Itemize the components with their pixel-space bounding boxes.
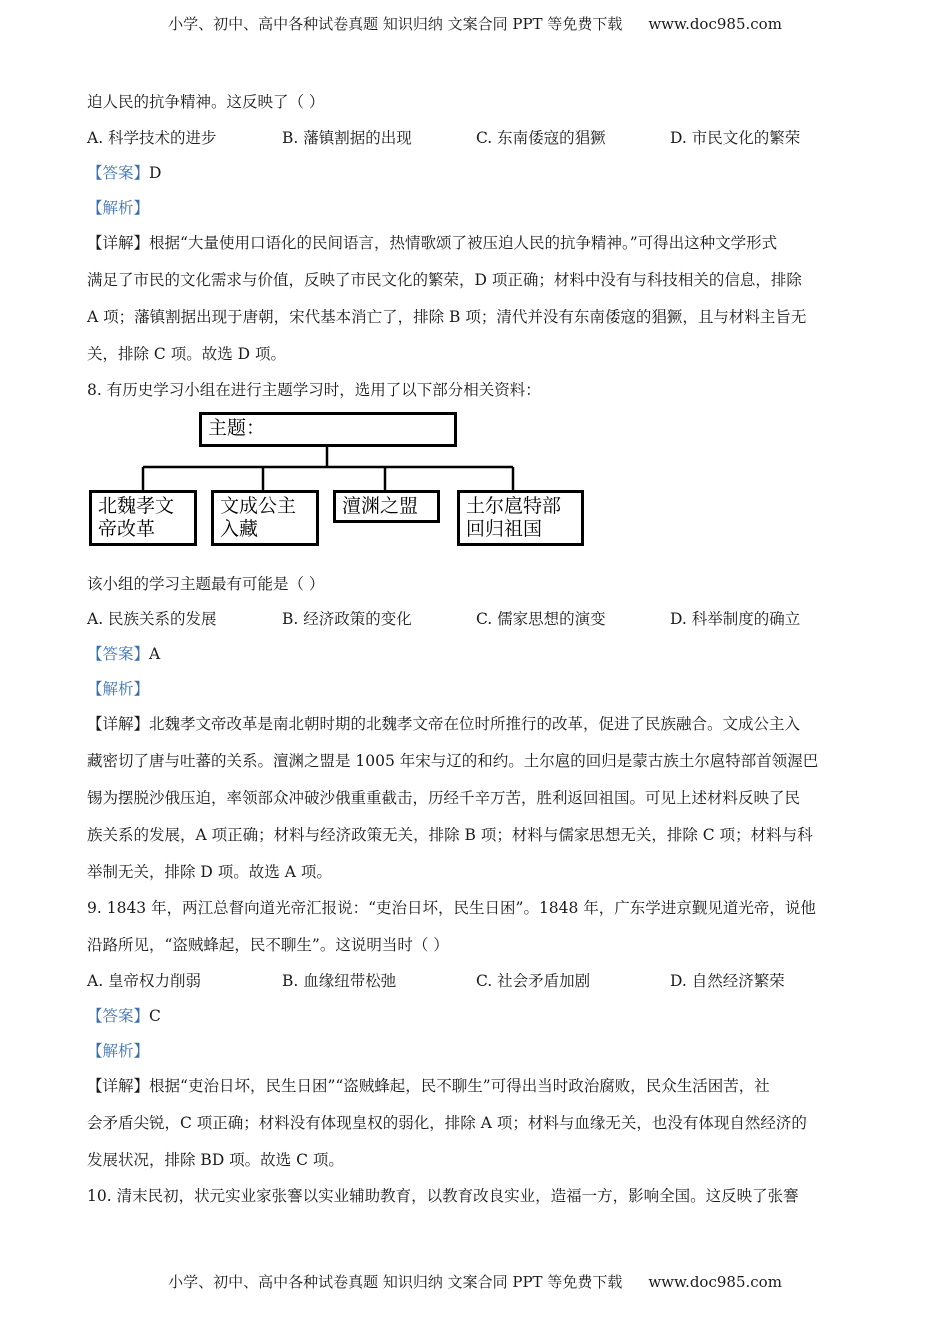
- detail-text: 根据“吏治日坏，民生日困”“盗贼蜂起，民不聊生”可得出当时政治腐败，民众生活困苦，社: [149, 1077, 770, 1095]
- q7-analysis-tag: 【解析】: [87, 199, 150, 217]
- q9-option-b: B. 血缘纽带松弛: [282, 972, 397, 990]
- q8-detail-line-3: 锡为摆脱沙俄压迫，率领部众冲破沙俄重重截击，历经千辛万苦，胜利返回祖国。可见上述材料反映了民: [87, 789, 801, 807]
- q7-option-b: B. 藩镇割据的出现: [282, 129, 412, 147]
- detail-tag: 【详解】: [87, 715, 150, 733]
- q10-stem: 10. 清末民初，状元实业家张謇以实业辅助教育，以教育改良实业，造福一方，影响全国。这反映了张謇: [87, 1187, 799, 1205]
- footer-url: www.doc985.com: [648, 1273, 782, 1291]
- header-text: 小学、初中、高中各种试卷真题 知识归纳 文案合同 PPT 等免费下载: [168, 15, 623, 33]
- answer-tag: 【答案】: [87, 645, 150, 663]
- q9-detail-line-3: 发展状况，排除 BD 项。故选 C 项。: [87, 1151, 344, 1169]
- q9-stem-line-2: 沿路所见，“盗贼蜂起，民不聊生”。这说明当时（ ）: [87, 936, 449, 954]
- q7-option-a: A. 科学技术的进步: [87, 129, 217, 147]
- q8-stem: 8. 有历史学习小组在进行主题学习时，选用了以下部分相关资料：: [87, 381, 541, 399]
- q9-option-c: C. 社会矛盾加剧: [476, 972, 591, 990]
- q7-option-d: D. 市民文化的繁荣: [670, 129, 801, 147]
- q7-detail-line-3: A 项；藩镇割据出现于唐朝，宋代基本消亡了，排除 B 项；清代并没有东南倭寇的猖獗，且与材料主旨无: [87, 308, 807, 326]
- diagram-box-wencheng-princess: [211, 490, 319, 546]
- q9-answer: [87, 1004, 161, 1026]
- q8-analysis-tag: 【解析】: [87, 680, 150, 698]
- q7-option-c: C. 东南倭寇的猖獗: [476, 129, 606, 147]
- q8-detail-line-2: 藏密切了唐与吐蕃的关系。澶渊之盟是 1005 年宋与辽的和约。土尔扈的回归是蒙古族土尔扈特部首领渥巴: [87, 752, 819, 770]
- diagram-box-xiaowen-reform: [89, 490, 197, 546]
- q8-detail-line-1: [87, 712, 800, 734]
- answer-value: C: [149, 1007, 161, 1025]
- q8-detail-line-5: 举制无关，排除 D 项。故选 A 项。: [87, 863, 332, 881]
- q9-stem-line-1: 9. 1843 年，两江总督向道光帝汇报说：“吏治日坏，民生日困”。1848 年，广东学进京觐见道光帝，说他: [87, 899, 816, 917]
- q7-detail-line-1: [87, 231, 777, 253]
- diagram-label: 土尔扈特部: [466, 495, 562, 517]
- diagram-box-chanyuan-treaty: [333, 490, 440, 523]
- q8-answer: [87, 642, 160, 664]
- page-header: [0, 13, 950, 34]
- page-footer: [0, 1271, 950, 1292]
- diagram-label: 澶渊之盟: [342, 495, 419, 517]
- diagram-label: 帝改革: [98, 518, 156, 540]
- footer-text: 小学、初中、高中各种试卷真题 知识归纳 文案合同 PPT 等免费下载: [168, 1273, 623, 1291]
- q9-detail-line-1: [87, 1074, 770, 1096]
- q8-option-c: C. 儒家思想的演变: [476, 610, 606, 628]
- q7-detail-line-2: 满足了市民的文化需求与价值，反映了市民文化的繁荣，D 项正确；材料中没有与科技相关的信息，排除: [87, 271, 802, 289]
- diagram-box-torghut-return: [457, 490, 584, 546]
- diagram-root-label: 主题：: [208, 417, 266, 439]
- diagram-root-box: [199, 412, 457, 447]
- diagram-label: 回归祖国: [466, 518, 543, 540]
- answer-value: A: [149, 645, 161, 663]
- detail-tag: 【详解】: [87, 234, 150, 252]
- q9-option-a: A. 皇帝权力削弱: [87, 972, 202, 990]
- q8-detail-line-4: 族关系的发展，A 项正确；材料与经济政策无关，排除 B 项；材料与儒家思想无关，排除 C 项；材料与科: [87, 826, 813, 844]
- q9-analysis-tag: 【解析】: [87, 1042, 150, 1060]
- diagram-label: 文成公主: [220, 495, 297, 517]
- diagram-label: 入藏: [220, 518, 259, 540]
- q8-option-d: D. 科举制度的确立: [670, 610, 801, 628]
- q8-option-a: A. 民族关系的发展: [87, 610, 217, 628]
- header-url: www.doc985.com: [648, 15, 782, 33]
- q9-detail-line-2: 会矛盾尖锐，C 项正确；材料没有体现皇权的弱化，排除 A 项；材料与血缘无关，也没有体现自然经济的: [87, 1114, 807, 1132]
- detail-text: 北魏孝文帝改革是南北朝时期的北魏孝文帝在位时所推行的改革，促进了民族融合。文成公主入: [149, 715, 801, 733]
- answer-tag: 【答案】: [87, 1007, 150, 1025]
- q9-option-d: D. 自然经济繁荣: [670, 972, 785, 990]
- answer-value: D: [149, 164, 162, 182]
- q7-detail-line-4: 关，排除 C 项。故选 D 项。: [87, 345, 286, 363]
- diagram-label: 北魏孝文: [98, 495, 175, 517]
- q7-stem-tail: 迫人民的抗争精神。这反映了（ ）: [87, 93, 325, 111]
- detail-text: 根据“大量使用口语化的民间语言，热情歌颂了被压迫人民的抗争精神。”可得出这种文学形式: [149, 234, 778, 252]
- answer-tag: 【答案】: [87, 164, 150, 182]
- topic-diagram: [88, 410, 588, 550]
- q8-question: 该小组的学习主题最有可能是（ ）: [87, 575, 325, 593]
- detail-tag: 【详解】: [87, 1077, 150, 1095]
- q8-option-b: B. 经济政策的变化: [282, 610, 412, 628]
- q7-answer: [87, 161, 161, 183]
